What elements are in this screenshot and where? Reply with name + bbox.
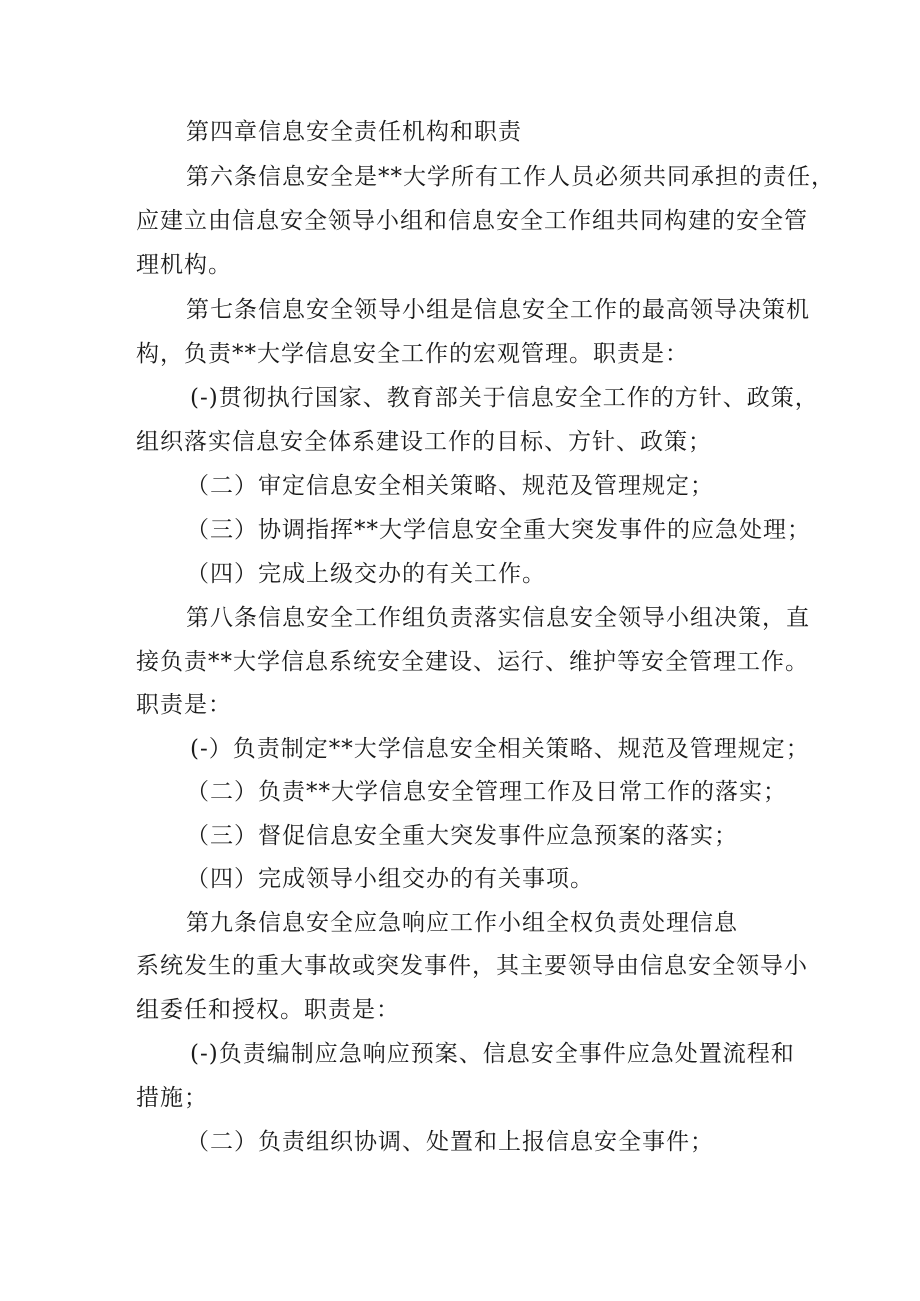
paragraph-line: 理机构。 (136, 252, 232, 278)
paragraph-line: 职责是： (136, 692, 232, 718)
list-item-line: (-)负责编制应急响应预案、信息安全事件应急处置流程和 (190, 1041, 795, 1067)
paragraph-line: 第六条信息安全是**大学所有工作人员必须共同承担的责任， (186, 164, 835, 190)
list-item-line: （三）督促信息安全重大突发事件应急预案的落实； (186, 823, 738, 849)
paragraph-line: 第九条信息安全应急响应工作小组全权负责处理信息 (186, 910, 738, 936)
paragraph-line: 组委任和授权。职责是： (136, 997, 400, 1023)
paragraph-line: 第八条信息安全工作组负责落实信息安全领导小组决策，直 (186, 605, 810, 631)
list-item-line: （二）审定信息安全相关策略、规范及管理规定； (186, 473, 714, 499)
list-item-line: （二）负责组织协调、处置和上报信息安全事件； (186, 1129, 714, 1155)
paragraph-line: 组织落实信息安全体系建设工作的目标、方针、政策； (136, 429, 712, 455)
list-item-line: (-)贯彻执行国家、教育部关于信息安全工作的方针、政策， (190, 385, 819, 411)
list-item-line: （二）负责**大学信息安全管理工作及日常工作的落实； (186, 779, 787, 805)
list-item-line: （四）完成上级交办的有关工作。 (186, 561, 546, 587)
paragraph-line: 接负责**大学信息系统安全建设、运行、维护等安全管理工作。 (136, 649, 809, 675)
chapter-heading: 第四章信息安全责任机构和职责 (186, 119, 522, 145)
paragraph-line: 第七条信息安全领导小组是信息安全工作的最高领导决策机 (186, 297, 810, 323)
paragraph-line: 应建立由信息安全领导小组和信息安全工作组共同构建的安全管 (136, 208, 808, 234)
paragraph-line: 措施； (136, 1085, 208, 1111)
paragraph-line: 系统发生的重大事故或突发事件，其主要领导由信息安全领导小 (136, 953, 808, 979)
list-item-line: (-）负责制定**大学信息安全相关策略、规范及管理规定； (190, 736, 810, 762)
list-item-line: （四）完成领导小组交办的有关事项。 (186, 866, 594, 892)
paragraph-line: 构，负责**大学信息安全工作的宏观管理。职责是： (136, 341, 689, 367)
list-item-line: （三）协调指挥**大学信息安全重大突发事件的应急处理； (186, 517, 811, 543)
